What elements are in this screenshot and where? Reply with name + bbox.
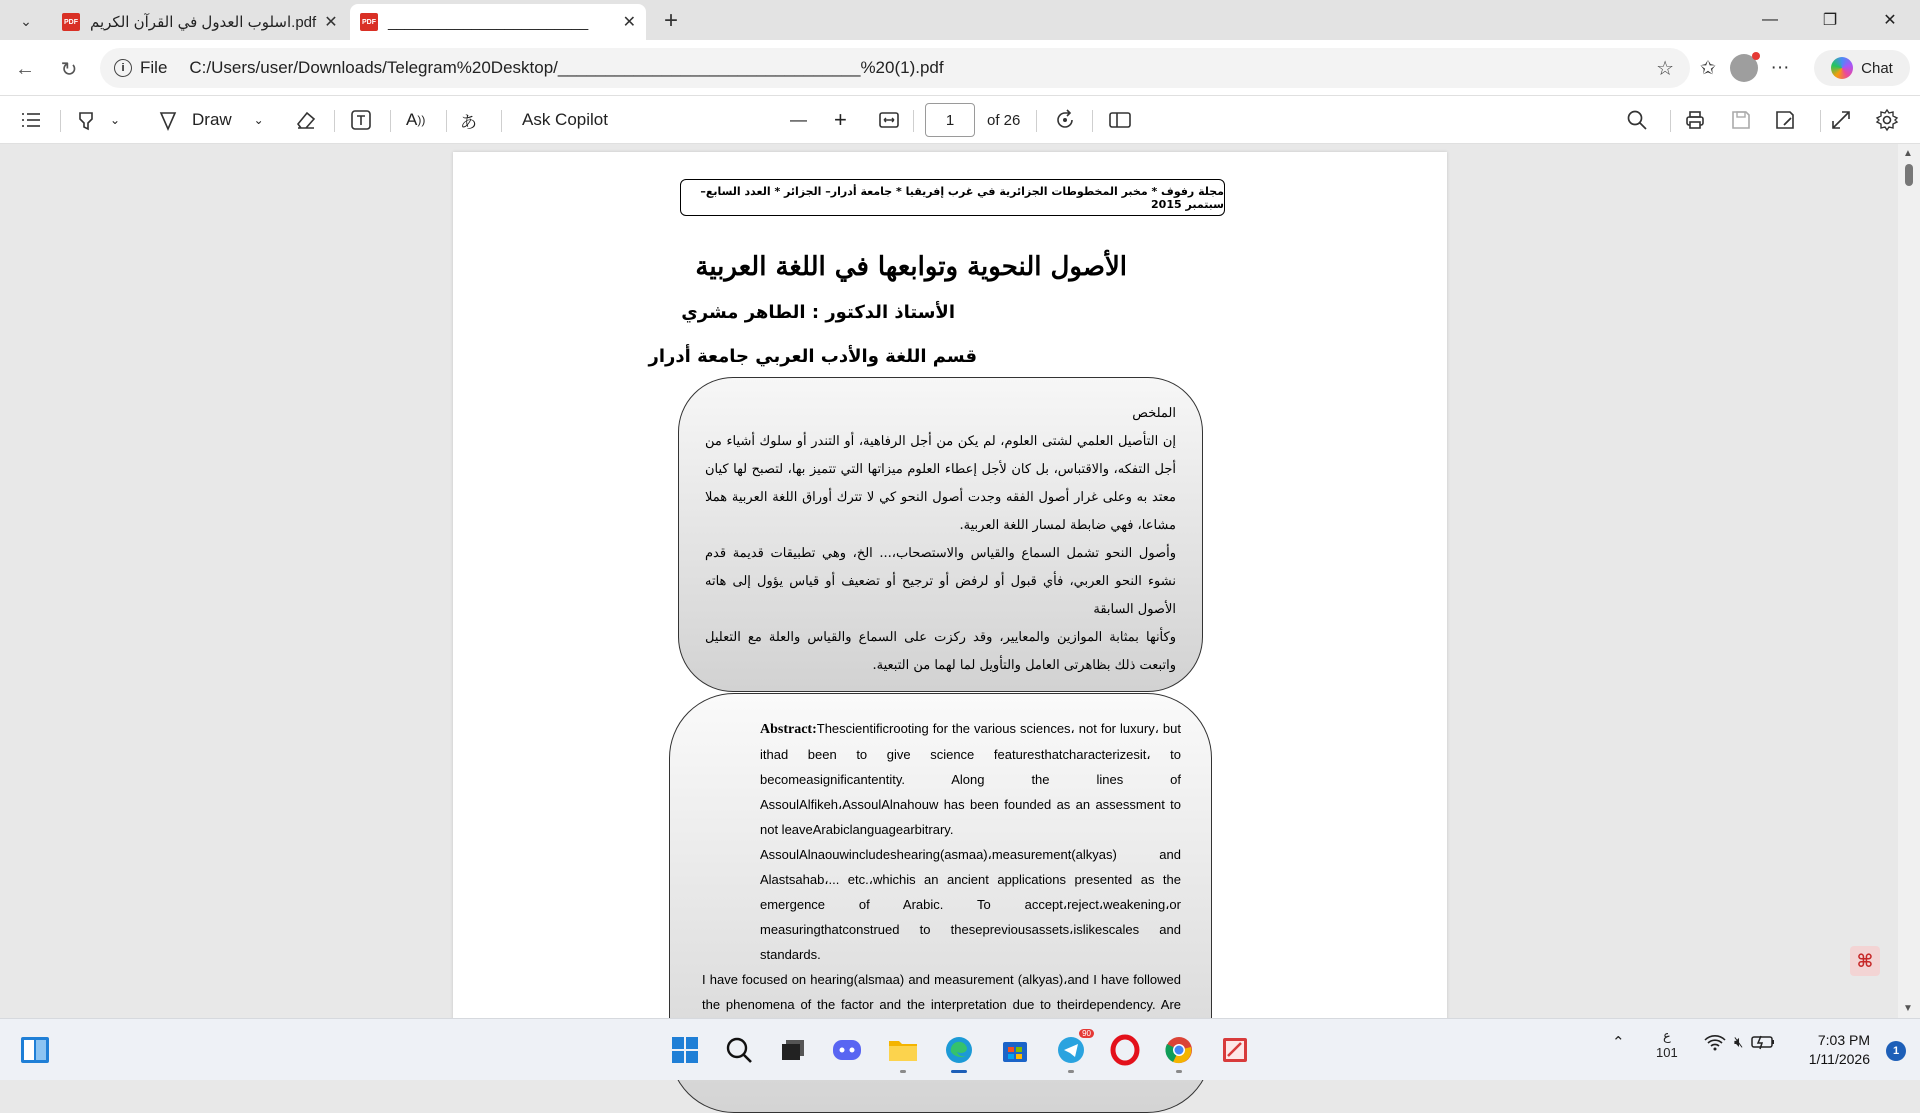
store-taskbar-button[interactable] — [998, 1033, 1032, 1067]
telegram-icon — [1056, 1035, 1086, 1065]
tab-pdf-2[interactable] — [350, 4, 646, 40]
english-abstract-paragraph — [702, 716, 1181, 842]
erase-button[interactable] — [295, 104, 317, 136]
window-controls — [1740, 0, 1920, 40]
search-icon — [1626, 109, 1648, 131]
search-icon — [725, 1036, 753, 1064]
info-icon[interactable]: i — [114, 59, 132, 77]
toolbar-divider — [334, 110, 335, 132]
scroll-down-icon[interactable]: ▼ — [1903, 1003, 1913, 1014]
fullscreen-button[interactable] — [1830, 104, 1852, 136]
url-field[interactable] — [100, 48, 1690, 88]
tab-pdf-1[interactable] — [52, 4, 346, 40]
department: قسم اللغة والأدب العربي جامعة أدرار — [648, 346, 977, 367]
arabic-abstract-paragraph: وكأنها بمثابة الموازين والمعايير، وقد ركزت على السماع والقياس والعلة مع التعليل واتبعت ذلك بظاهرتى العامل والتأويل لما لهما من التبعية. — [705, 630, 1176, 673]
author-name: الأستاذ الدكتور : الطاهر مشري — [681, 302, 955, 323]
toolbar-divider — [1092, 110, 1093, 132]
save-button[interactable] — [1730, 104, 1752, 136]
toolbar-divider — [913, 110, 914, 132]
scroll-thumb[interactable] — [1905, 164, 1913, 186]
highlight-button[interactable] — [76, 104, 120, 136]
avatar — [1730, 54, 1758, 82]
refresh-button[interactable] — [54, 54, 84, 84]
favorites-button[interactable] — [1690, 50, 1726, 86]
read-aloud-icon: A — [406, 110, 418, 129]
journal-header: مجلة رفوف * مخبر المخطوطات الجزائرية في غرب إفريقيا * جامعة أدرار– الجزائر * العدد السابع– سبتمبر 2015 — [680, 179, 1225, 216]
back-button[interactable] — [10, 54, 40, 84]
search-button[interactable] — [1626, 104, 1648, 136]
highlighter-icon — [76, 109, 96, 131]
acrobat-icon[interactable]: ⌘ — [1850, 946, 1880, 976]
star-icon[interactable]: ☆ — [1656, 57, 1674, 80]
toolbar-divider — [501, 110, 502, 132]
image-editor-icon — [1221, 1036, 1249, 1064]
quick-settings-button[interactable] — [1704, 1033, 1777, 1051]
english-abstract-text: Thescientificrooting for the various sciences، not for luxury، but ithad been to give science featuresthatcharacterizesit، to becomeasignificantentity. Along the lines of AssoulAlfikeh،AssoulAlnahouw has been founded as an assessment to not leaveArabiclanguagearbitrary. — [760, 721, 1181, 837]
active-indicator — [951, 1070, 967, 1073]
paint-taskbar-button[interactable] — [1218, 1033, 1252, 1067]
arrow-left-icon: ← — [15, 57, 35, 80]
file-explorer-button[interactable] — [886, 1033, 920, 1067]
show-hidden-icons-button[interactable] — [1612, 1033, 1625, 1051]
running-indicator — [900, 1070, 906, 1073]
store-icon — [1001, 1036, 1029, 1064]
settings-button[interactable] — [1875, 104, 1899, 136]
running-indicator — [1068, 1070, 1074, 1073]
ask-copilot-button[interactable] — [522, 104, 608, 136]
ask-copilot-label: Ask Copilot — [522, 110, 608, 129]
task-view-button[interactable] — [776, 1033, 810, 1067]
read-aloud-button[interactable] — [406, 104, 425, 136]
rotate-icon — [1054, 109, 1076, 131]
start-button[interactable] — [668, 1033, 702, 1067]
english-abstract-paragraph: I have focused on hearing(alsmaa) and measurement (alkyas)،and I have followed the phenomena of the factor and the interpretation due to theirdependency. Are — [702, 972, 1181, 1012]
page-view-icon — [1108, 110, 1132, 130]
toolbar-divider — [446, 110, 447, 132]
widgets-button[interactable] — [18, 1033, 52, 1067]
page-count: of 26 — [987, 111, 1021, 129]
refresh-icon: ↻ — [60, 58, 78, 81]
tab-actions-button[interactable] — [10, 6, 42, 36]
folder-icon — [888, 1037, 918, 1063]
page-view-button[interactable] — [1108, 104, 1132, 136]
more-dots-icon: ··· — [1770, 57, 1790, 78]
plus-icon: + — [663, 7, 678, 34]
arabic-abstract-paragraph: وأصول النحو تشمل السماع والقياس والاستصحاب،... الخ، وهي تطبيقات قديمة قدم نشوء النحو العربي، فأي قبول أو لرفض أو ترجيح أو تضعيف أو قياس يؤول إلى هاته الأصول السابقة — [705, 546, 1176, 617]
telegram-badge: 90 — [1079, 1029, 1094, 1038]
input-language-indicator[interactable] — [1656, 1027, 1678, 1061]
pdf-viewer[interactable] — [0, 144, 1920, 1018]
close-window-button[interactable]: ✕ — [1883, 12, 1897, 29]
page-number-input[interactable]: 1 — [925, 103, 975, 137]
task-view-icon — [780, 1038, 806, 1062]
clock-time: 7:03 PM — [1817, 1032, 1870, 1048]
volume-muted-icon: 🔇︎ — [1734, 1033, 1744, 1051]
edge-icon — [944, 1035, 974, 1065]
arabic-abstract-paragraph: إن التأصيل العلمي لشتى العلوم، لم يكن من أجل الرفاهية، أو التندر أو سلوك أشياء من أجل التفكه، والاقتباس، بل كان لأجل إعطاء العلوم ميزاتها التي تتميز بها، لتصبح لها كيان معتد به وعلى غرار أصول الفقه وجدت أصول النحو كي لا تترك أوراق اللغة العربية هملا مشاعا، فهي ضابطة لمسار اللغة العربية. — [705, 434, 1176, 533]
chevron-down-icon: ⌄ — [20, 12, 32, 29]
save-as-icon — [1774, 109, 1796, 131]
opera-taskbar-button[interactable] — [1108, 1033, 1142, 1067]
pen-icon — [158, 109, 178, 131]
minimize-button[interactable]: — — [1762, 11, 1778, 28]
rotate-button[interactable] — [1054, 104, 1076, 136]
url-text[interactable]: C:/Users/user/Downloads/Telegram%20Desktop/________________________________%20(1).pdf — [189, 58, 944, 77]
address-bar-icons — [1690, 50, 1798, 86]
language-glyph: ع — [1662, 1028, 1671, 1043]
abstract-label: Abstract: — [760, 722, 817, 737]
chat-label: Chat — [1861, 59, 1893, 77]
arabic-abstract — [678, 377, 1203, 692]
pdf-toolbar — [0, 96, 1920, 144]
tab-title: ________________________ — [388, 13, 589, 31]
chrome-taskbar-button[interactable] — [1162, 1033, 1196, 1067]
more-button[interactable] — [1762, 50, 1798, 86]
chevron-down-icon[interactable]: ⌄ — [110, 113, 121, 127]
translate-icon: あ — [460, 112, 477, 132]
chrome-icon — [1164, 1035, 1194, 1065]
running-indicator — [1176, 1070, 1182, 1073]
toolbar-divider — [1036, 110, 1037, 132]
battery-icon — [1751, 1033, 1777, 1051]
contents-button[interactable] — [20, 104, 42, 136]
toolbar-divider — [1820, 110, 1821, 132]
notification-badge[interactable]: 1 — [1886, 1041, 1906, 1061]
article-title: الأصول النحوية وتوابعها في اللغة العربية — [695, 252, 1127, 282]
translate-button[interactable] — [460, 104, 477, 136]
fit-width-icon — [878, 110, 900, 130]
pdf-icon: PDF — [360, 13, 378, 31]
expand-icon — [1830, 109, 1852, 131]
chevron-down-icon[interactable]: ⌄ — [253, 113, 264, 127]
edge-taskbar-button[interactable] — [942, 1033, 976, 1067]
copilot-icon — [1831, 57, 1853, 79]
pdf-icon: PDF — [62, 13, 80, 31]
toolbar-divider — [60, 110, 61, 132]
favorites-icon: ✩ — [1700, 57, 1716, 79]
gear-icon — [1875, 108, 1899, 132]
close-icon[interactable]: ✕ — [622, 14, 636, 31]
toolbar-divider — [1670, 110, 1671, 132]
minus-icon: — — [790, 110, 807, 129]
opera-icon — [1110, 1035, 1140, 1065]
text-box-button[interactable] — [350, 104, 372, 136]
maximize-button[interactable]: ❐ — [1822, 12, 1838, 29]
tab-bar — [0, 0, 1920, 40]
new-tab-button[interactable] — [656, 6, 686, 36]
print-icon — [1684, 109, 1706, 131]
save-as-button[interactable] — [1774, 104, 1796, 136]
search-taskbar-button[interactable] — [722, 1033, 756, 1067]
clock[interactable] — [1809, 1031, 1870, 1069]
widgets-icon — [20, 1036, 50, 1064]
fit-width-button[interactable] — [878, 104, 900, 136]
discord-taskbar-button[interactable] — [830, 1033, 864, 1067]
address-bar — [0, 40, 1920, 96]
scroll-up-icon[interactable]: ▲ — [1903, 148, 1913, 159]
tab-title: اسلوب العدول في القرآن الكريم.pdf — [90, 14, 317, 31]
language-code: 101 — [1656, 1045, 1678, 1060]
toolbar-divider — [390, 110, 391, 132]
zoom-out-button[interactable] — [790, 104, 807, 136]
save-icon — [1730, 109, 1752, 131]
text-box-icon — [350, 109, 372, 131]
pdf-page — [453, 152, 1447, 1052]
wifi-icon — [1704, 1033, 1726, 1051]
discord-icon — [832, 1037, 862, 1063]
vertical-scrollbar[interactable] — [1898, 144, 1920, 1018]
sound-wave-icon: )) — [417, 113, 426, 127]
telegram-taskbar-button[interactable] — [1054, 1029, 1091, 1067]
taskbar — [0, 1018, 1920, 1080]
chevron-up-icon: ⌃ — [1612, 1034, 1625, 1051]
list-icon — [20, 111, 42, 129]
close-icon[interactable]: ✕ — [324, 14, 338, 31]
plus-icon: + — [834, 107, 847, 132]
clock-date: 1/11/2026 — [1808, 1051, 1870, 1067]
draw-button[interactable] — [158, 104, 264, 136]
windows-icon — [672, 1037, 698, 1063]
chat-button[interactable] — [1814, 50, 1910, 86]
arabic-abstract-heading: الملخص — [1132, 406, 1176, 421]
zoom-in-button[interactable] — [834, 104, 847, 136]
print-button[interactable] — [1684, 104, 1706, 136]
eraser-icon — [295, 109, 317, 131]
file-label: File — [140, 58, 168, 77]
draw-label: Draw — [192, 110, 232, 129]
profile-button[interactable] — [1726, 50, 1762, 86]
english-abstract-paragraph: AssoulAlnaouwincludeshearing(asmaa)،measurement(alkyas) and Alastsahab،... etc.،whichis an ancient applications presented as the emergence of Arabic. To accept،reject،weakening،or measuringthatconstrued to thesepreviousassets،islikescales and standards. — [760, 847, 1181, 962]
